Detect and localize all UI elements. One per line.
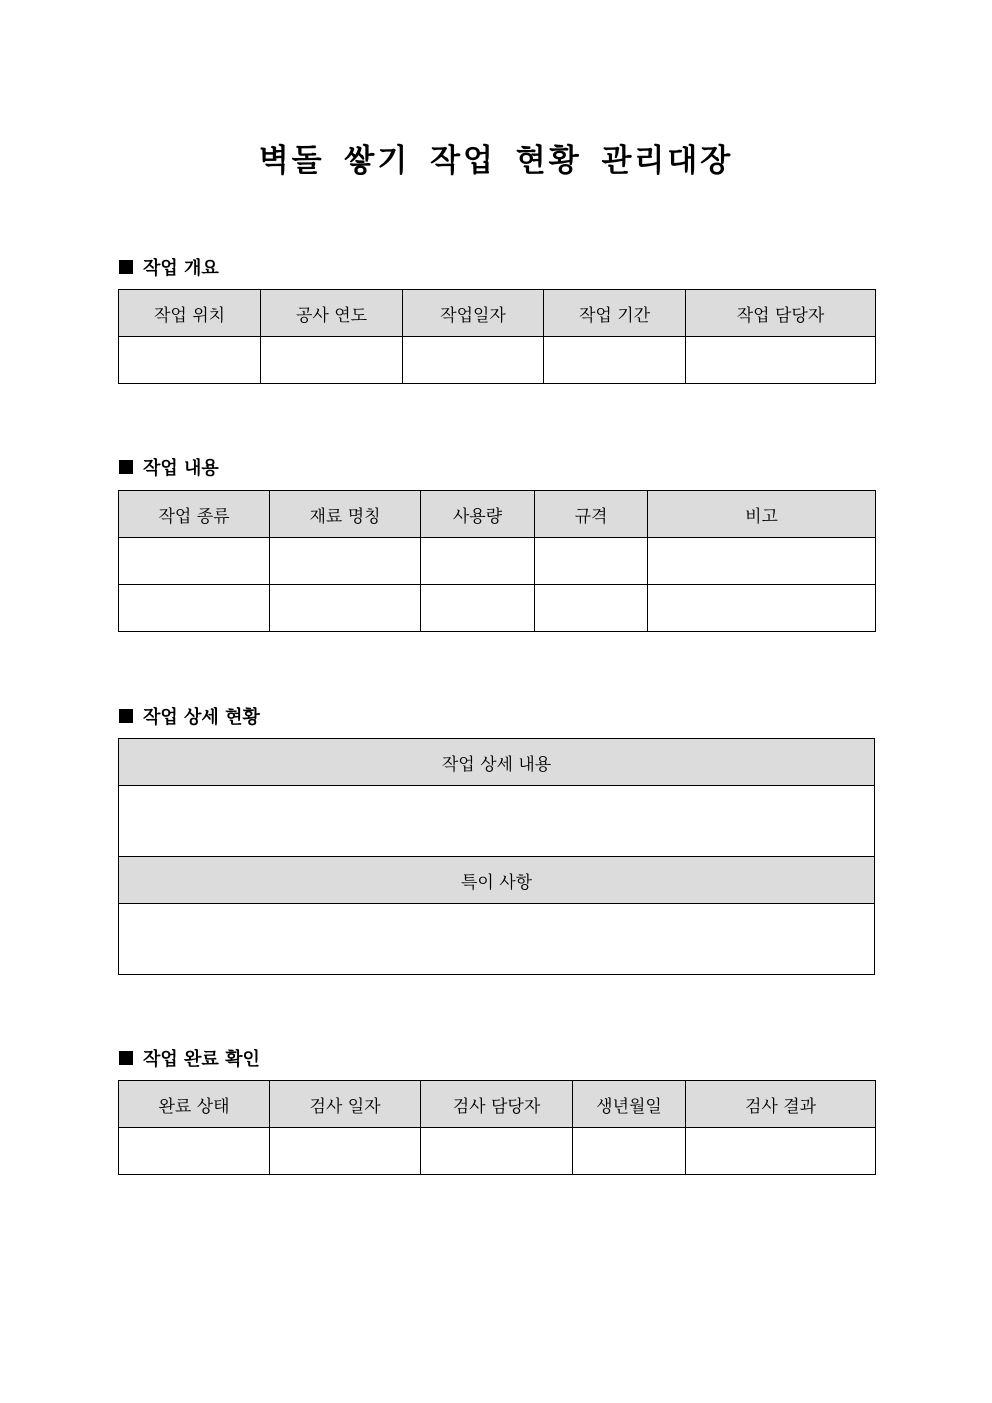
material-name-field[interactable] — [270, 585, 421, 632]
column-header: 사용량 — [421, 491, 535, 538]
completion-table — [118, 1080, 876, 1175]
column-header: 작업 종류 — [119, 491, 270, 538]
work-date-field[interactable] — [403, 337, 544, 384]
square-bullet-icon — [119, 1051, 133, 1065]
square-bullet-icon — [119, 709, 133, 723]
inspector-field[interactable] — [421, 1128, 573, 1175]
inspection-result-field[interactable] — [686, 1128, 876, 1175]
table-header-row — [119, 491, 876, 538]
work-location-field[interactable] — [119, 337, 261, 384]
content-table — [118, 490, 876, 632]
column-header: 비고 — [648, 491, 876, 538]
table-row — [119, 585, 876, 632]
column-header: 생년월일 — [573, 1081, 686, 1128]
table-row — [119, 786, 875, 857]
table-row — [119, 1128, 876, 1175]
table-row — [119, 538, 876, 585]
column-header: 공사 연도 — [261, 290, 403, 337]
table-header-row — [119, 857, 875, 904]
column-header: 규격 — [535, 491, 648, 538]
completion-status-field[interactable] — [119, 1128, 270, 1175]
section-heading-completion — [119, 1045, 260, 1071]
work-period-field[interactable] — [544, 337, 686, 384]
square-bullet-icon — [119, 260, 133, 274]
birth-date-field[interactable] — [573, 1128, 686, 1175]
square-bullet-icon — [119, 460, 133, 474]
column-header: 작업 담당자 — [686, 290, 876, 337]
column-header: 작업 위치 — [119, 290, 261, 337]
table-header-row — [119, 1081, 876, 1128]
section-heading-content — [119, 454, 219, 480]
work-type-field[interactable] — [119, 585, 270, 632]
section-title: 작업 상세 현황 — [143, 707, 260, 728]
column-header: 작업일자 — [403, 290, 544, 337]
remarks-field[interactable] — [648, 538, 876, 585]
specification-field[interactable] — [535, 538, 648, 585]
detail-content-field[interactable] — [119, 786, 875, 857]
table-header-row — [119, 290, 876, 337]
usage-amount-field[interactable] — [421, 538, 535, 585]
remarks-field[interactable] — [648, 585, 876, 632]
work-type-field[interactable] — [119, 538, 270, 585]
column-header: 재료 명칭 — [270, 491, 421, 538]
column-header: 검사 일자 — [270, 1081, 421, 1128]
construction-year-field[interactable] — [261, 337, 403, 384]
special-notes-header: 특이 사항 — [119, 857, 875, 904]
special-notes-field[interactable] — [119, 904, 875, 975]
detail-table — [118, 738, 875, 975]
overview-table — [118, 289, 876, 384]
column-header: 검사 담당자 — [421, 1081, 573, 1128]
column-header: 작업 기간 — [544, 290, 686, 337]
section-heading-overview — [119, 254, 219, 280]
work-manager-field[interactable] — [686, 337, 876, 384]
table-header-row — [119, 739, 875, 786]
section-heading-detail — [119, 703, 260, 729]
table-row — [119, 904, 875, 975]
section-title: 작업 내용 — [143, 458, 219, 479]
detail-content-header: 작업 상세 내용 — [119, 739, 875, 786]
material-name-field[interactable] — [270, 538, 421, 585]
usage-amount-field[interactable] — [421, 585, 535, 632]
section-title: 작업 완료 확인 — [143, 1049, 260, 1070]
column-header: 검사 결과 — [686, 1081, 876, 1128]
column-header: 완료 상태 — [119, 1081, 270, 1128]
page-title: 벽돌 쌓기 작업 현황 관리대장 — [258, 143, 734, 179]
table-row — [119, 337, 876, 384]
specification-field[interactable] — [535, 585, 648, 632]
inspection-date-field[interactable] — [270, 1128, 421, 1175]
section-title: 작업 개요 — [143, 258, 219, 279]
